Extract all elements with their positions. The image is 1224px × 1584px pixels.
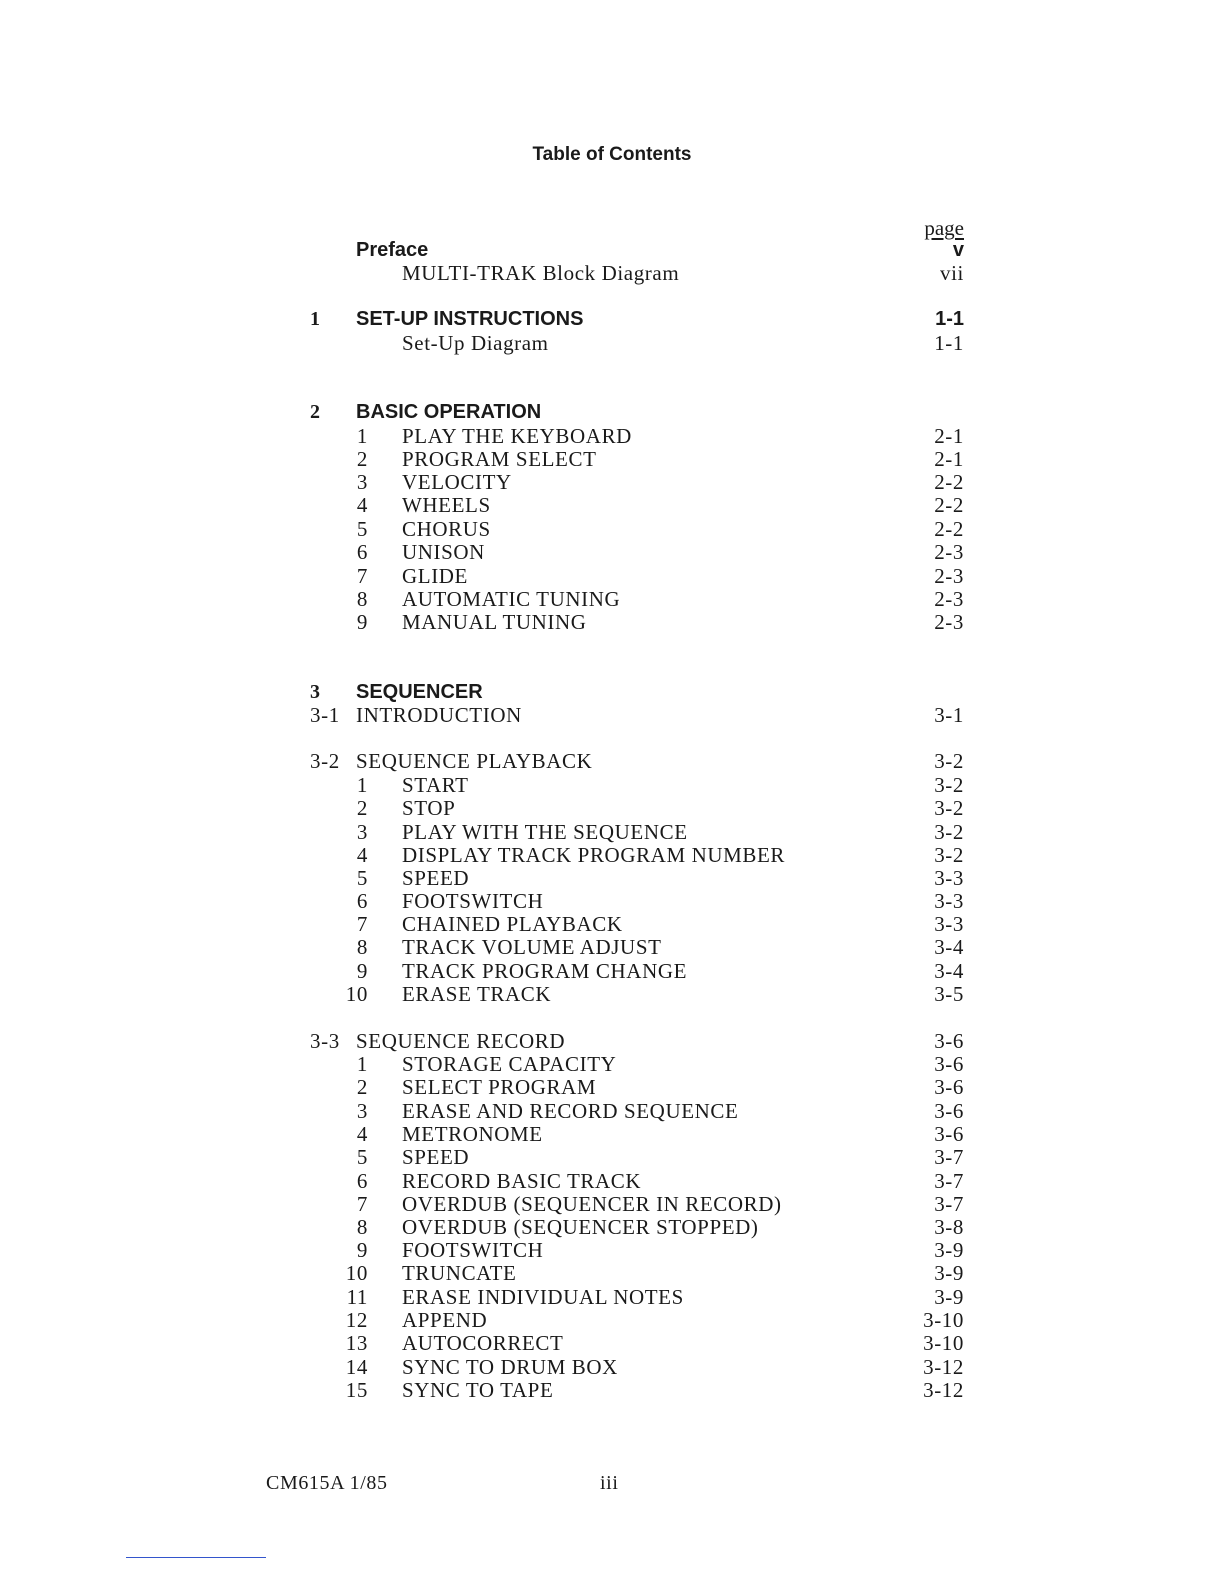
toc-entry xyxy=(0,820,1224,844)
toc-item-number: 1 xyxy=(356,1052,368,1076)
toc-entry xyxy=(0,982,1224,1006)
toc-entry-title: CHORUS xyxy=(402,517,491,541)
toc-item-number: 9 xyxy=(356,1238,368,1262)
toc-entry-title: SEQUENCER xyxy=(356,681,483,703)
toc-page-number: 3-12 xyxy=(923,1378,964,1402)
toc-page-number: 2-1 xyxy=(934,447,964,471)
toc-item-number: 2 xyxy=(356,796,368,820)
toc-item-number: 2 xyxy=(356,1075,368,1099)
toc-section-number: 2 xyxy=(310,401,320,423)
toc-entry-title: GLIDE xyxy=(402,564,468,588)
toc-entry-title: PLAY THE KEYBOARD xyxy=(402,424,632,448)
toc-item-number: 10 xyxy=(345,982,368,1006)
toc-entry xyxy=(0,447,1224,471)
toc-entry-title: SPEED xyxy=(402,1145,470,1169)
toc-page-number: 3-2 xyxy=(934,749,964,773)
toc-item-number: 1 xyxy=(356,424,368,448)
toc-page-number: 2-3 xyxy=(934,610,964,634)
toc-entry xyxy=(0,796,1224,820)
toc-entry-title: WHEELS xyxy=(402,493,491,517)
toc-entry xyxy=(0,935,1224,959)
toc-entry-title: SEQUENCE PLAYBACK xyxy=(356,749,593,773)
toc-item-number: 5 xyxy=(356,517,368,541)
toc-entry-title: VELOCITY xyxy=(402,470,512,494)
toc-item-number: 4 xyxy=(356,1122,368,1146)
toc-item-number: 13 xyxy=(345,1331,368,1355)
toc-entry-title: FOOTSWITCH xyxy=(402,889,544,913)
toc-entry-title: RECORD BASIC TRACK xyxy=(402,1169,642,1193)
toc-item-number: 3 xyxy=(356,1099,368,1123)
toc-entry xyxy=(0,1145,1224,1169)
toc-page-number: 3-10 xyxy=(923,1331,964,1355)
toc-entry xyxy=(0,1331,1224,1355)
toc-page-number: 3-9 xyxy=(934,1238,964,1262)
toc-item-number: 6 xyxy=(356,1169,368,1193)
toc-page-number: 3-5 xyxy=(934,982,964,1006)
toc-item-number: 5 xyxy=(356,1145,368,1169)
toc-entry xyxy=(0,331,1224,355)
toc-page-number: 3-2 xyxy=(934,773,964,797)
toc-entry xyxy=(0,587,1224,611)
toc-entry-title: MANUAL TUNING xyxy=(402,610,587,634)
toc-entry-title: Set-Up Diagram xyxy=(402,331,549,355)
toc-entry xyxy=(0,703,1224,727)
toc-page-number: 3-9 xyxy=(934,1285,964,1309)
toc-item-number: 7 xyxy=(356,912,368,936)
toc-entry xyxy=(0,1261,1224,1285)
toc-page-number: 3-6 xyxy=(934,1075,964,1099)
toc-entry-title: SELECT PROGRAM xyxy=(402,1075,597,1099)
toc-entry xyxy=(0,1099,1224,1123)
toc-page-number: v xyxy=(952,239,964,261)
toc-page-number: 2-1 xyxy=(934,424,964,448)
toc-entry-title: SYNC TO TAPE xyxy=(402,1378,554,1402)
toc-page-number: 2-2 xyxy=(934,517,964,541)
toc-page-number: 3-7 xyxy=(934,1192,964,1216)
toc-item-number: 2 xyxy=(356,447,368,471)
toc-page-number: 3-4 xyxy=(934,959,964,983)
toc-page-number: 3-2 xyxy=(934,843,964,867)
toc-entry-title: SPEED xyxy=(402,866,470,890)
toc-entry xyxy=(0,1215,1224,1239)
toc-entry-title: TRUNCATE xyxy=(402,1261,517,1285)
toc-page-number: 3-2 xyxy=(934,796,964,820)
toc-page-number: 3-3 xyxy=(934,889,964,913)
toc-page-number: 3-6 xyxy=(934,1122,964,1146)
toc-entry xyxy=(0,424,1224,448)
toc-item-number: 4 xyxy=(356,493,368,517)
toc-page-number: 2-3 xyxy=(934,564,964,588)
toc-section-number: 3-3 xyxy=(310,1029,340,1053)
toc-entry xyxy=(0,610,1224,634)
page-column-label: page xyxy=(924,216,964,240)
toc-entry xyxy=(0,680,1224,704)
toc-entry-title: AUTOCORRECT xyxy=(402,1331,564,1355)
toc-entry-title: AUTOMATIC TUNING xyxy=(402,587,621,611)
toc-page-number: 2-3 xyxy=(934,587,964,611)
toc-page-number: 1-1 xyxy=(934,331,964,355)
toc-page-number: 2-2 xyxy=(934,470,964,494)
toc-page-number: 1-1 xyxy=(935,308,964,330)
toc-page-number: 3-7 xyxy=(934,1145,964,1169)
toc-page-number: 3-2 xyxy=(934,820,964,844)
toc-entry-title: SYNC TO DRUM BOX xyxy=(402,1355,618,1379)
toc-entry xyxy=(0,400,1224,424)
toc-page-number: 3-6 xyxy=(934,1099,964,1123)
toc-page-number: 3-6 xyxy=(934,1052,964,1076)
toc-entry-title: DISPLAY TRACK PROGRAM NUMBER xyxy=(402,843,786,867)
toc-entry-title: UNISON xyxy=(402,540,485,564)
toc-section-number: 3-1 xyxy=(310,703,340,727)
toc-entry xyxy=(0,261,1224,285)
toc-page-number: 2-3 xyxy=(934,540,964,564)
toc-entry xyxy=(0,1192,1224,1216)
toc-page-number: 3-4 xyxy=(934,935,964,959)
toc-entry-title: OVERDUB (SEQUENCER STOPPED) xyxy=(402,1215,759,1239)
toc-item-number: 9 xyxy=(356,610,368,634)
toc-entry-title: APPEND xyxy=(402,1308,488,1332)
toc-entry xyxy=(0,540,1224,564)
toc-entry-title: ERASE AND RECORD SEQUENCE xyxy=(402,1099,739,1123)
toc-entry xyxy=(0,749,1224,773)
toc-entry xyxy=(0,1285,1224,1309)
page-title: Table of Contents xyxy=(532,144,692,165)
toc-entry-title: STORAGE CAPACITY xyxy=(402,1052,617,1076)
toc-item-number: 11 xyxy=(346,1285,368,1309)
toc-entry xyxy=(0,889,1224,913)
toc-entry xyxy=(0,1238,1224,1262)
toc-item-number: 8 xyxy=(356,587,368,611)
toc-page-number: 3-10 xyxy=(923,1308,964,1332)
toc-item-number: 12 xyxy=(345,1308,368,1332)
toc-entry-title: CHAINED PLAYBACK xyxy=(402,912,623,936)
toc-page-number: 3-3 xyxy=(934,912,964,936)
toc-entry-title: ERASE INDIVIDUAL NOTES xyxy=(402,1285,684,1309)
toc-item-number: 10 xyxy=(345,1261,368,1285)
toc-item-number: 1 xyxy=(356,773,368,797)
toc-entry xyxy=(0,1052,1224,1076)
toc-item-number: 8 xyxy=(356,935,368,959)
toc-entry xyxy=(0,1308,1224,1332)
toc-entry-title: PROGRAM SELECT xyxy=(402,447,597,471)
toc-page-number: 3-6 xyxy=(934,1029,964,1053)
toc-entry-title: MULTI-TRAK Block Diagram xyxy=(402,261,680,285)
toc-page-number: 3-3 xyxy=(934,866,964,890)
toc-page-number: 3-1 xyxy=(934,703,964,727)
toc-item-number: 7 xyxy=(356,1192,368,1216)
toc-section-number: 3-2 xyxy=(310,749,340,773)
toc-entry xyxy=(0,493,1224,517)
toc-page-number: 2-2 xyxy=(934,493,964,517)
toc-item-number: 4 xyxy=(356,843,368,867)
toc-entry xyxy=(0,773,1224,797)
toc-entry xyxy=(0,1378,1224,1402)
toc-entry xyxy=(0,517,1224,541)
toc-entry xyxy=(0,1029,1224,1053)
toc-item-number: 14 xyxy=(345,1355,368,1379)
toc-page-number: 3-8 xyxy=(934,1215,964,1239)
toc-entry-title: Preface xyxy=(356,239,429,261)
toc-entry xyxy=(0,238,1224,262)
toc-entry xyxy=(0,470,1224,494)
toc-entry-title: PLAY WITH THE SEQUENCE xyxy=(402,820,688,844)
toc-entry xyxy=(0,564,1224,588)
toc-item-number: 7 xyxy=(356,564,368,588)
toc-item-number: 3 xyxy=(356,820,368,844)
toc-item-number: 9 xyxy=(356,959,368,983)
toc-item-number: 15 xyxy=(345,1378,368,1402)
toc-entry-title: BASIC OPERATION xyxy=(356,401,542,423)
toc-item-number: 6 xyxy=(356,889,368,913)
toc-item-number: 5 xyxy=(356,866,368,890)
toc-page-number: 3-12 xyxy=(923,1355,964,1379)
toc-page-number: 3-7 xyxy=(934,1169,964,1193)
scan-edge-line xyxy=(126,1557,266,1558)
toc-section-number: 3 xyxy=(310,681,320,703)
toc-entry xyxy=(0,866,1224,890)
toc-entry xyxy=(0,843,1224,867)
toc-entry xyxy=(0,1169,1224,1193)
toc-entry-title: OVERDUB (SEQUENCER IN RECORD) xyxy=(402,1192,782,1216)
toc-entry-title: METRONOME xyxy=(402,1122,543,1146)
toc-entry xyxy=(0,307,1224,331)
toc-entry-title: TRACK VOLUME ADJUST xyxy=(402,935,662,959)
toc-entry xyxy=(0,912,1224,936)
toc-entry xyxy=(0,1355,1224,1379)
toc-entry-title: SEQUENCE RECORD xyxy=(356,1029,566,1053)
toc-page-number: 3-9 xyxy=(934,1261,964,1285)
toc-entry-title: START xyxy=(402,773,469,797)
toc-item-number: 3 xyxy=(356,470,368,494)
toc-entry-title: FOOTSWITCH xyxy=(402,1238,544,1262)
toc-section-number: 1 xyxy=(310,308,320,330)
toc-entry-title: STOP xyxy=(402,796,456,820)
toc-item-number: 8 xyxy=(356,1215,368,1239)
toc-entry xyxy=(0,959,1224,983)
toc-entry-title: SET-UP INSTRUCTIONS xyxy=(356,308,584,330)
footer-page-number: iii xyxy=(600,1472,619,1494)
toc-entry-title: ERASE TRACK xyxy=(402,982,552,1006)
footer-document-code: CM615A 1/85 xyxy=(266,1472,388,1494)
toc-entry xyxy=(0,1122,1224,1146)
toc-entry xyxy=(0,1075,1224,1099)
toc-page-number: vii xyxy=(940,261,964,285)
toc-item-number: 6 xyxy=(356,540,368,564)
toc-entry-title: INTRODUCTION xyxy=(356,703,522,727)
toc-entry-title: TRACK PROGRAM CHANGE xyxy=(402,959,688,983)
